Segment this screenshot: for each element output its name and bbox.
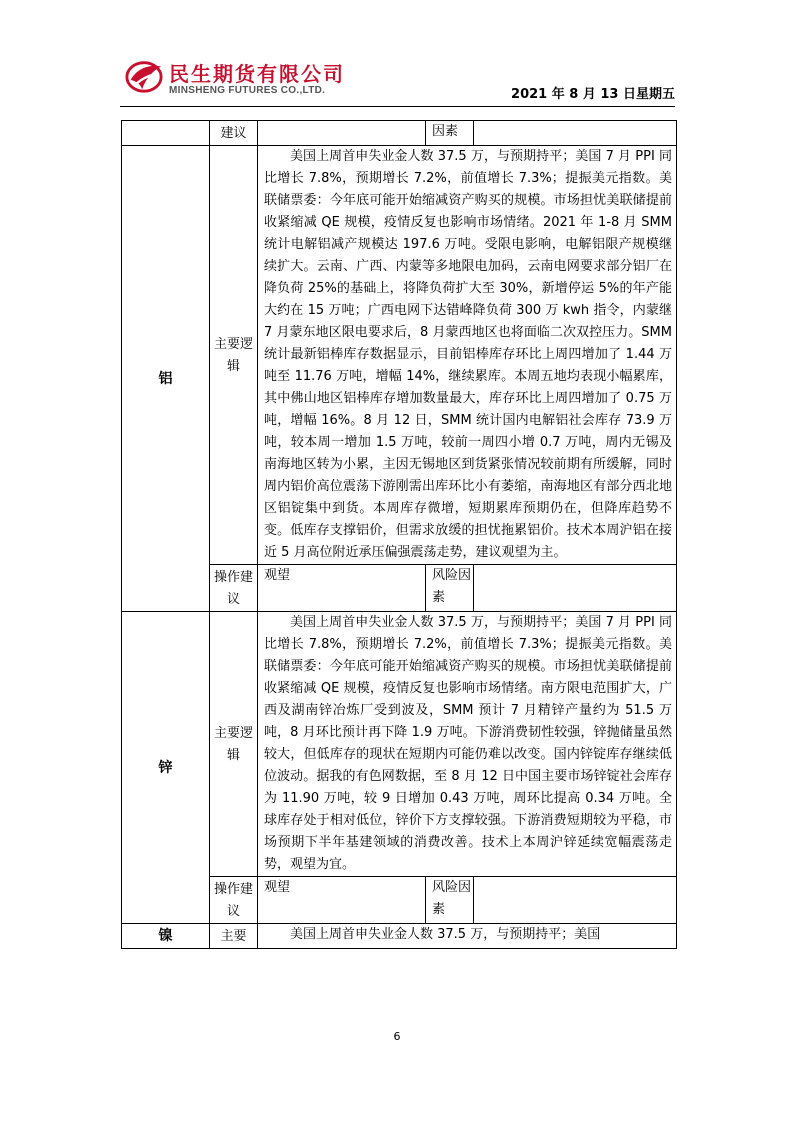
op-value-aluminum: 观望	[258, 565, 426, 612]
op-value-zinc: 观望	[258, 877, 426, 924]
risk-label-aluminum: 风险因素	[426, 565, 474, 612]
logic-label-aluminum: 主要逻辑	[210, 146, 258, 565]
logic-paragraph-zinc: 美国上周首申失业金人数 37.5 万，与预期持平；美国 7 月 PPI 同比增长 7.8%，预期增长 7.2%，前值增长 7.3%；提振美元指数。美联储票委：今年底可能开始缩减资产购买的规模。市场担忧美联储提前收紧缩减 QE 规模，疫情反复也影响市场情绪。南方限电范围扩大，广西及湖南锌冶炼厂受到波及，SMM 预计 7 月精锌产量约为 51.5 万吨，8 月环比预计再下降 1.9 万吨。下游消费韧性较强，锌抛储量虽然较大，但低库存的现状在短期内可能仍难以改变。国内锌锭库存继续低位波动。据我的有色网数据，至 8 月 12 日中国主要市场锌锭社会库存为 11.90 万吨，较 9 日增加 0.43 万吨，周环比提高 0.34 万吨。全球库存处于相对低位，锌价下方支撑较强。下游消费短期较为平稳，市场预期下半年基建领域的消费改善。技术上本周沪锌延续宽幅震荡走势，观望为宜。	[264, 615, 672, 872]
op-label-aluminum: 操作建议	[210, 565, 258, 612]
table-row-zinc-logic	[122, 612, 677, 877]
op-label-zinc: 操作建议	[210, 877, 258, 924]
table-row-aluminum-logic	[122, 146, 677, 565]
top-cell-advice-value	[258, 121, 426, 146]
logic-paragraph-nickel: 美国上周首申失业金人数 37.5 万，与预期持平；美国	[290, 927, 601, 942]
logic-paragraph-aluminum: 美国上周首申失业金人数 37.5 万，与预期持平；美国 7 月 PPI 同比增长 7.8%，预期增长 7.2%，前值增长 7.3%；提振美元指数。美联储票委：今年底可能开始缩减资产购买的规模。市场担忧美联储提前收紧缩减 QE 规模，疫情反复也影响市场情绪。2021 年 1-8 月 SMM 统计电解铝减产规模达 197.6 万吨。受限电影响，电解铝限产规模继续扩大。云南、广西、内蒙等多地限电加码，云南电网要求部分铝厂在降负荷 25%的基础上，将降负荷扩大至 30%，新增停运 5%的年产能大约在 15 万吨；广西电网下达错峰降负荷 300 万 kwh 指令，内蒙继 7 月蒙东地区限电要求后，8 月蒙西地区也将面临二次双控压力。SMM 统计最新铝棒库存数据显示，目前铝棒库存环比上周四增加了 1.44 万吨至 11.76 万吨，增幅 14%，继续累库。本周五地均表现小幅累库，其中佛山地区铝棒库存增加数量最大，库存环比上周四增加了 0.75 万吨，增幅 16%。8 月 12 日，SMM 统计国内电解铝社会库存 73.9 万吨，较本周一增加 1.5 万吨，较前一周四小增 0.7 万吨，周内无锡及南海地区转为小累，主因无锡地区到货紧张情况较前期有所缓解，同时周内铝价高位震荡下游刚需出库环比小有萎缩，南海地区有部分西北地区铝锭集中到货。本周库存微增，短期累库预期仍在，但降库趋势不变。低库存支撑铝价，但需求放缓的担忧拖累铝价。技术本周沪铝在接近 5 月高位附近承压偏强震荡走势，建议观望为主。	[264, 149, 672, 560]
analysis-table	[121, 120, 677, 949]
logic-label-nickel: 主要	[210, 924, 258, 949]
company-logo	[125, 55, 365, 103]
page-header	[120, 55, 675, 107]
company-name-cn: 民生期货有限公司	[169, 62, 345, 86]
logic-text-nickel	[258, 924, 677, 949]
risk-value-zinc	[474, 877, 677, 924]
metal-name-nickel: 镍	[122, 924, 210, 949]
logic-text-zinc	[258, 612, 677, 877]
table-row-top	[122, 121, 677, 146]
top-cell-advice-label: 建议	[210, 121, 258, 146]
page-number: 6	[393, 1030, 401, 1043]
header-divider	[120, 106, 675, 107]
table-row-nickel-logic	[122, 924, 677, 949]
company-name-en: MINSHENG FUTURES CO.,LTD.	[169, 85, 326, 96]
risk-label-zinc: 风险因素	[426, 877, 474, 924]
report-date: 2021 年 8 月 13 日星期五	[511, 87, 675, 102]
top-cell-risk-label: 因素	[426, 121, 474, 146]
metal-name-zinc: 锌	[122, 612, 210, 924]
top-cell-risk-value	[474, 121, 677, 146]
minsheng-logo-icon	[125, 57, 163, 95]
top-cell-metal	[122, 121, 210, 146]
risk-value-aluminum	[474, 565, 677, 612]
metal-name-aluminum: 铝	[122, 146, 210, 612]
logic-text-aluminum	[258, 146, 677, 565]
logic-label-zinc: 主要逻辑	[210, 612, 258, 877]
